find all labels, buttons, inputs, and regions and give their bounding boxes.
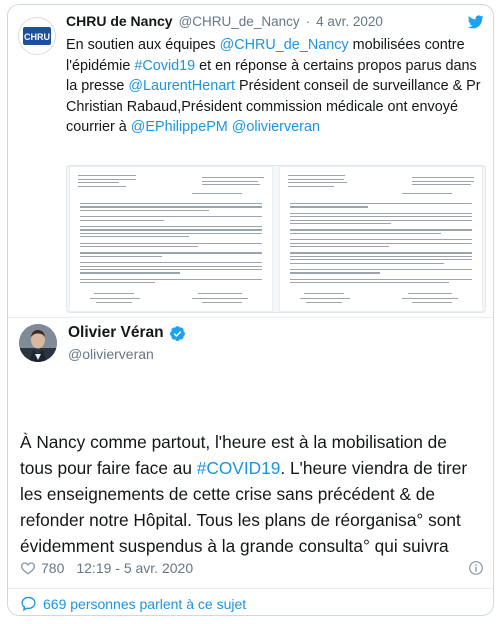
letter-text-line bbox=[412, 177, 474, 178]
tweet-text bbox=[20, 429, 482, 559]
letter-text-line bbox=[290, 259, 472, 260]
twitter-bird-icon[interactable] bbox=[468, 15, 484, 29]
letter-text-line bbox=[412, 181, 474, 182]
letter-text-line bbox=[288, 175, 345, 176]
main_tweet-text-segment: . L'heure viendra de tirer les enseignements de cette crise sans précédent & de refonder notre Hôpital. Tous les plans de réorganisa° sont évidemment suspendus à la grande consulta° qui suivra bbox=[20, 458, 468, 556]
mention-link[interactable]: @olivierveran bbox=[231, 119, 320, 135]
letter-text-line bbox=[78, 182, 119, 183]
mention-link[interactable]: @CHRU_de_Nancy bbox=[219, 37, 349, 53]
letter-text-line bbox=[80, 269, 262, 270]
letter-text-line bbox=[80, 216, 262, 217]
letter-text-line bbox=[192, 193, 242, 194]
letter-text-line bbox=[300, 298, 350, 299]
chru-logo-avatar[interactable] bbox=[18, 17, 56, 55]
letter-text-line bbox=[96, 302, 132, 303]
letter-text-line bbox=[290, 233, 441, 234]
letter-text-line bbox=[80, 206, 262, 207]
letter-text-line bbox=[78, 186, 126, 187]
letter-text-line bbox=[402, 298, 458, 299]
author-name-row bbox=[68, 324, 186, 342]
letter-text-line bbox=[80, 233, 262, 234]
letter-text-line bbox=[402, 193, 452, 194]
letter-page-right bbox=[279, 166, 483, 312]
svg-text:CHRU: CHRU bbox=[24, 32, 50, 42]
letter-text-line bbox=[290, 279, 472, 280]
letter-text-line bbox=[412, 184, 471, 185]
letter-text-line bbox=[80, 282, 155, 283]
letter-text-line bbox=[80, 272, 180, 273]
quoted_tweet-text-segment: mobilisées contre l'épidémie bbox=[66, 37, 465, 74]
letter-text-line bbox=[290, 239, 472, 240]
quoted-author-name[interactable]: CHRU de Nancy bbox=[66, 13, 173, 29]
letter-text-line bbox=[306, 302, 342, 303]
heart-icon[interactable] bbox=[20, 560, 36, 576]
divider bbox=[8, 588, 493, 589]
letter-text-line bbox=[80, 203, 262, 204]
letter-text-line bbox=[94, 293, 134, 294]
letter-image[interactable] bbox=[66, 165, 486, 313]
letter-text-line bbox=[78, 179, 136, 180]
author-name[interactable]: Olivier Véran bbox=[68, 324, 164, 341]
letter-text-line bbox=[304, 293, 344, 294]
letter-page-left bbox=[69, 166, 273, 312]
quoted_tweet-text-segment: En soutien aux équipes bbox=[66, 37, 220, 53]
letter-text-line bbox=[290, 263, 444, 264]
hashtag-link[interactable]: #COVID19 bbox=[196, 458, 281, 478]
info-icon[interactable] bbox=[468, 560, 484, 576]
letter-text-line bbox=[80, 236, 189, 237]
letter-text-line bbox=[288, 186, 334, 187]
chru-logo bbox=[22, 21, 52, 51]
letter-text-line bbox=[202, 184, 260, 185]
quoted_tweet-text-segment: Président conseil de surveillance & Pr Christian Rabaud,Président commission médicale ont envoyé courrier à bbox=[66, 78, 481, 135]
quoted-tweet-date[interactable]: 4 avr. 2020 bbox=[316, 14, 383, 29]
letter-text-line bbox=[80, 256, 162, 257]
letter-text-line bbox=[290, 213, 472, 214]
tweet-meta bbox=[20, 558, 484, 578]
separator-dot: · bbox=[305, 14, 311, 29]
letter-text-line bbox=[290, 269, 472, 270]
divider bbox=[8, 317, 493, 318]
letter-text-line bbox=[80, 226, 262, 227]
author-handle[interactable]: @olivierveran bbox=[68, 346, 154, 362]
like-count[interactable]: 780 bbox=[41, 560, 65, 576]
letter-text-line bbox=[80, 210, 209, 211]
letter-text-line bbox=[290, 216, 472, 217]
letter-text-line bbox=[80, 262, 262, 263]
letter-text-line bbox=[202, 181, 258, 182]
letter-text-line bbox=[198, 293, 242, 294]
quoted-tweet-text bbox=[66, 35, 484, 138]
letter-text-line bbox=[408, 293, 452, 294]
avatar-photo bbox=[19, 324, 57, 362]
letter-text-line bbox=[290, 243, 472, 244]
letter-text-line bbox=[290, 282, 449, 283]
speech-bubble-icon bbox=[20, 595, 37, 612]
mention-link[interactable]: @LaurentHenart bbox=[128, 78, 235, 94]
letter-text-line bbox=[90, 298, 140, 299]
quoted-author-handle[interactable]: @CHRU_de_Nancy bbox=[178, 14, 300, 29]
letter-text-line bbox=[290, 229, 472, 230]
quoted_tweet-text-segment: et en réponse à certains propos parus dans la presse bbox=[66, 57, 477, 94]
embedded-tweet-card bbox=[7, 4, 494, 616]
letter-text-line bbox=[288, 179, 344, 180]
letter-text-line bbox=[202, 302, 242, 303]
letter-text-line bbox=[80, 229, 262, 230]
letter-text-line bbox=[192, 298, 248, 299]
letter-text-line bbox=[80, 252, 262, 253]
letter-text-line bbox=[290, 246, 389, 247]
verified-icon bbox=[169, 325, 186, 342]
conversation-link[interactable] bbox=[20, 595, 246, 612]
avatar[interactable] bbox=[19, 324, 57, 362]
letter-text-line bbox=[288, 182, 347, 183]
letter-text-line bbox=[290, 252, 472, 253]
letter-text-line bbox=[290, 220, 472, 221]
letter-text-line bbox=[290, 203, 472, 204]
letter-text-line bbox=[80, 220, 164, 221]
main_tweet-text-segment: À Nancy comme partout, l'heure est à la mobilisation de tous pour faire face au bbox=[20, 432, 447, 478]
letter-text-line bbox=[412, 302, 452, 303]
letter-text-line bbox=[80, 279, 262, 280]
letter-text-line bbox=[80, 243, 262, 244]
letter-text-line bbox=[80, 266, 262, 267]
letter-text-line bbox=[202, 177, 264, 178]
mention-link[interactable]: @EPhilippePM bbox=[130, 119, 228, 135]
letter-text-line bbox=[290, 223, 391, 224]
letter-text-line bbox=[290, 272, 380, 273]
letter-text-line bbox=[80, 246, 198, 247]
tweet-timestamp[interactable]: 12:19 - 5 avr. 2020 bbox=[76, 560, 194, 576]
letter-text-line bbox=[290, 256, 472, 257]
letter-text-line bbox=[290, 206, 368, 207]
quoted-tweet-header bbox=[66, 13, 383, 33]
letter-text-line bbox=[78, 175, 136, 176]
hashtag-link[interactable]: #Covid19 bbox=[134, 57, 196, 74]
conversation-text[interactable]: 669 personnes parlent à ce sujet bbox=[43, 595, 247, 612]
